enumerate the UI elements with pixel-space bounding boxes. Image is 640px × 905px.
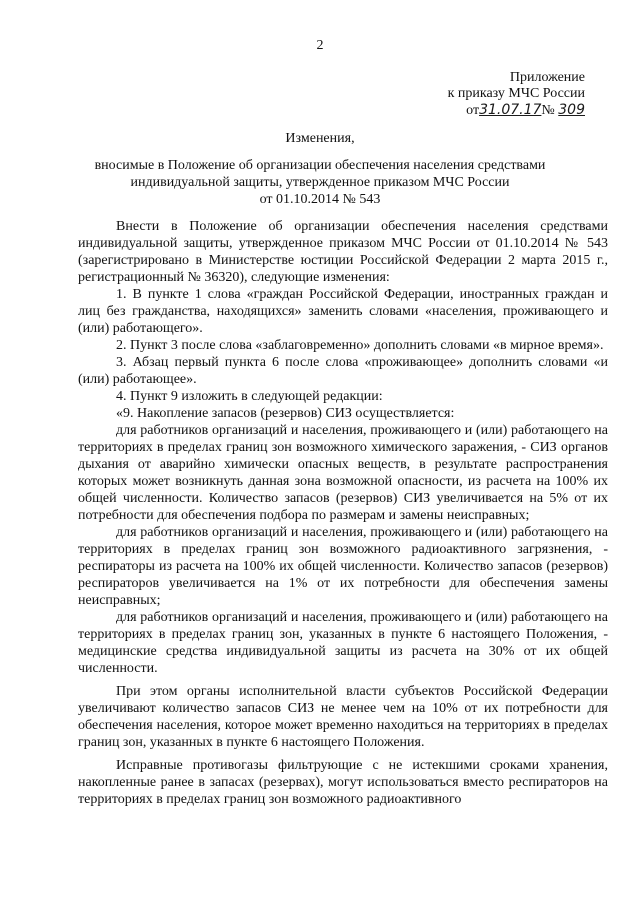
paragraph-regional: При этом органы исполнительной власти субъектов Российской Федерации увеличивают количество запасов СИЗ не менее чем на 10% от их потребности для обеспечения населения, которое может временно находиться на территориях в пределах границ зон, указанных в пункте 6 настоящего Положения. xyxy=(78,684,608,750)
title-line-3: индивидуальной защиты, утвержденное приказом МЧС России xyxy=(130,175,510,190)
appendix-order-line xyxy=(448,102,585,119)
order-number: 309 xyxy=(558,102,585,118)
paragraph-item-3: 3. Абзац первый пункта 6 после слова «проживающее» дополнить словами «и (или) работающее». xyxy=(78,355,608,387)
paragraph-item-2: 2. Пункт 3 после слова «заблаговременно» дополнить словами «в мирное время». xyxy=(116,338,604,353)
document-title xyxy=(60,130,580,208)
paragraph-item-4: 4. Пункт 9 изложить в следующей редакции: xyxy=(116,389,383,404)
title-line-4: от 01.10.2014 № 543 xyxy=(259,192,381,207)
appendix-label: Приложение xyxy=(509,70,585,85)
document-body xyxy=(78,218,608,808)
order-prefix: от xyxy=(466,103,480,118)
paragraph-medical: для работников организаций и населения, проживающего и (или) работающего на территориях в пределах границ зон, указанных в пункте 6 настоящего Положения, - медицинские средства индивидуальной защиты из расчета на 30% от их общей численности. xyxy=(78,610,608,676)
order-date: 31.07.17 xyxy=(479,102,542,118)
title-line-1: Изменения, xyxy=(285,131,355,146)
appendix-header xyxy=(448,70,585,119)
paragraph-gas-masks: Исправные противогазы фильтрующие с не истекшими сроками хранения, накопленные ранее в запасах (резервах), могут использоваться вместо респираторов на территориях в пределах границ зон возможного радиоактивного xyxy=(78,758,608,807)
order-number-prefix: № xyxy=(541,103,555,118)
paragraph-chemical: для работников организаций и населения, проживающего и (или) работающего на территориях в пределах границ зон возможного химического заражения, - СИЗ органов дыхания от аварийно химически опасных веществ, в результате распространения которых может возникнуть данная зона возможной опасности, из расчета на 100% их общей численности. Количество запасов (резервов) СИЗ увеличивается на 5% от их потребности для обеспечения подбора по размерам и замены неисправных; xyxy=(78,423,608,523)
appendix-order-ref: к приказу МЧС России xyxy=(447,86,585,101)
paragraph-intro: Внести в Положение об организации обеспечения населения средствами индивидуальной защиты, утвержденное приказом МЧС России от 01.10.2014 № 543 (зарегистрировано в Министерстве юстиции Российской Федерации 2 марта 2015 г., регистрационный № 36320), следующие изменения: xyxy=(78,219,608,285)
paragraph-clause-9: «9. Накопление запасов (резервов) СИЗ осуществляется: xyxy=(116,406,455,421)
title-line-2: вносимые в Положение об организации обеспечения населения средствами xyxy=(94,158,546,173)
paragraph-item-1: 1. В пункте 1 слова «граждан Российской Федерации, иностранных граждан и лиц без гражданства, находящихся» заменить словами «населения, проживающего и (или) работающего». xyxy=(78,287,608,336)
page-number: 2 xyxy=(316,38,324,53)
paragraph-radioactive: для работников организаций и населения, проживающего и (или) работающего на территориях в пределах границ зон возможного радиоактивного загрязнения, - респираторы из расчета на 100% их общей численности. Количество запасов (резервов) респираторов увеличивается на 1% от их потребности для обеспечения замены неисправных; xyxy=(78,525,608,608)
